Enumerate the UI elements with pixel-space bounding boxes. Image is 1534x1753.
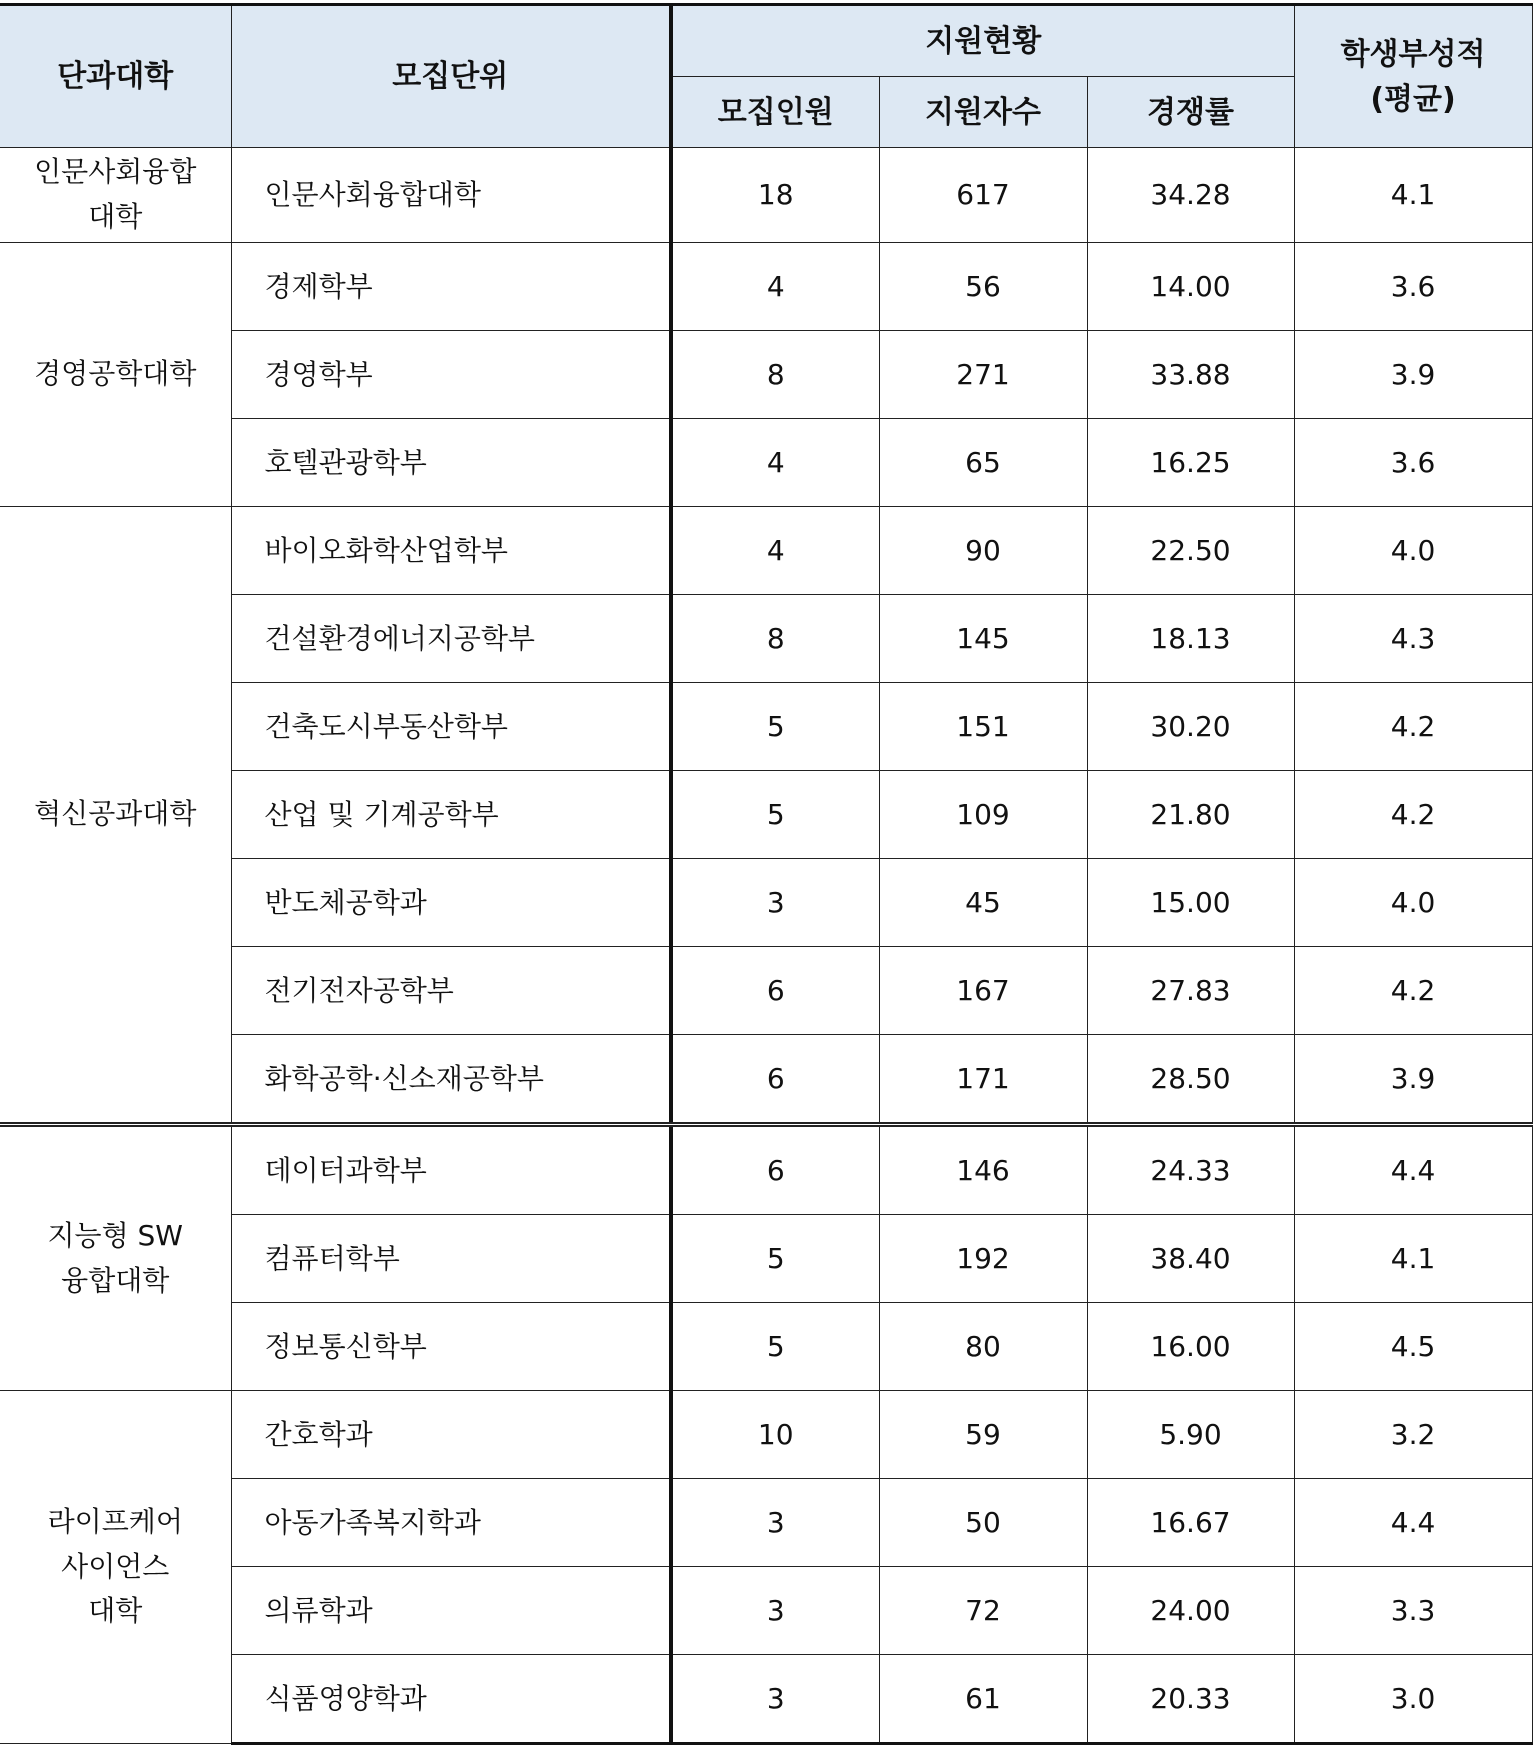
quota-cell: 4 (671, 243, 879, 331)
quota-cell: 3 (671, 1655, 879, 1744)
quota-cell: 5 (671, 1303, 879, 1391)
ratio-cell: 16.00 (1087, 1303, 1294, 1391)
quota-cell: 10 (671, 1391, 879, 1479)
grade-cell: 4.1 (1294, 1215, 1532, 1303)
applicants-cell: 50 (879, 1479, 1087, 1567)
unit-cell: 건축도시부동산학부 (231, 683, 671, 771)
ratio-cell: 33.88 (1087, 331, 1294, 419)
applicants-cell: 72 (879, 1567, 1087, 1655)
admission-table (0, 3, 1533, 1745)
unit-cell: 아동가족복지학과 (231, 1479, 671, 1567)
quota-cell: 6 (671, 1125, 879, 1215)
college-name-line: 융합대학 (61, 1263, 170, 1297)
applicants-cell: 56 (879, 243, 1087, 331)
applicants-cell: 90 (879, 507, 1087, 595)
grade-cell: 4.3 (1294, 595, 1532, 683)
header-grade (1294, 5, 1532, 148)
college-cell (0, 1391, 231, 1744)
grade-cell: 4.4 (1294, 1479, 1532, 1567)
quota-cell: 4 (671, 419, 879, 507)
quota-cell: 3 (671, 859, 879, 947)
ratio-cell: 18.13 (1087, 595, 1294, 683)
ratio-cell: 16.67 (1087, 1479, 1294, 1567)
table-row (0, 1391, 1532, 1479)
applicants-cell: 45 (879, 859, 1087, 947)
unit-cell: 의류학과 (231, 1567, 671, 1655)
college-cell (0, 148, 231, 243)
grade-cell: 4.2 (1294, 683, 1532, 771)
ratio-cell: 24.33 (1087, 1125, 1294, 1215)
grade-cell: 3.6 (1294, 243, 1532, 331)
unit-cell: 반도체공학과 (231, 859, 671, 947)
applicants-cell: 271 (879, 331, 1087, 419)
grade-cell: 4.5 (1294, 1303, 1532, 1391)
applicants-cell: 109 (879, 771, 1087, 859)
ratio-cell: 16.25 (1087, 419, 1294, 507)
header-grade-line2: (평균) (1370, 81, 1456, 117)
quota-cell: 18 (671, 148, 879, 243)
applicants-cell: 59 (879, 1391, 1087, 1479)
grade-cell: 3.0 (1294, 1655, 1532, 1744)
college-name-line: 경영공학대학 (34, 357, 197, 391)
table-row (0, 148, 1532, 243)
table-row (0, 243, 1532, 331)
applicants-cell: 167 (879, 947, 1087, 1035)
header-applicants: 지원자수 (879, 77, 1087, 148)
quota-cell: 6 (671, 1035, 879, 1125)
applicants-cell: 617 (879, 148, 1087, 243)
grade-cell: 3.2 (1294, 1391, 1532, 1479)
college-name-line: 혁신공과대학 (34, 797, 197, 831)
quota-cell: 8 (671, 331, 879, 419)
applicants-cell: 151 (879, 683, 1087, 771)
grade-cell: 3.9 (1294, 331, 1532, 419)
applicants-cell: 145 (879, 595, 1087, 683)
table-header (0, 5, 1532, 148)
unit-cell: 호텔관광학부 (231, 419, 671, 507)
college-cell (0, 1125, 231, 1391)
applicants-cell: 171 (879, 1035, 1087, 1125)
unit-cell: 건설환경에너지공학부 (231, 595, 671, 683)
quota-cell: 5 (671, 771, 879, 859)
header-college: 단과대학 (0, 5, 231, 148)
college-name-line: 인문사회융합 (34, 155, 197, 189)
quota-cell: 3 (671, 1479, 879, 1567)
ratio-cell: 5.90 (1087, 1391, 1294, 1479)
table-row (0, 1125, 1532, 1215)
unit-cell: 인문사회융합대학 (231, 148, 671, 243)
ratio-cell: 30.20 (1087, 683, 1294, 771)
header-grade-line1: 학생부성적 (1340, 36, 1486, 72)
ratio-cell: 34.28 (1087, 148, 1294, 243)
college-name-line: 대학 (88, 200, 143, 233)
grade-cell: 3.9 (1294, 1035, 1532, 1125)
unit-cell: 경제학부 (231, 243, 671, 331)
applicants-cell: 65 (879, 419, 1087, 507)
header-status-group: 지원현황 (671, 5, 1294, 77)
grade-cell: 4.2 (1294, 771, 1532, 859)
quota-cell: 4 (671, 507, 879, 595)
unit-cell: 전기전자공학부 (231, 947, 671, 1035)
college-name-line: 사이언스 (61, 1549, 170, 1583)
quota-cell: 8 (671, 595, 879, 683)
ratio-cell: 22.50 (1087, 507, 1294, 595)
unit-cell: 식품영양학과 (231, 1655, 671, 1744)
header-ratio: 경쟁률 (1087, 77, 1294, 148)
quota-cell: 3 (671, 1567, 879, 1655)
applicants-cell: 146 (879, 1125, 1087, 1215)
unit-cell: 간호학과 (231, 1391, 671, 1479)
college-name-line: 지능형 SW (47, 1218, 183, 1252)
grade-cell: 4.1 (1294, 148, 1532, 243)
unit-cell: 데이터과학부 (231, 1125, 671, 1215)
grade-cell: 4.0 (1294, 507, 1532, 595)
college-name-line: 대학 (88, 1594, 143, 1628)
header-quota: 모집인원 (671, 77, 879, 148)
table-body (0, 148, 1532, 1744)
applicants-cell: 192 (879, 1215, 1087, 1303)
quota-cell: 5 (671, 683, 879, 771)
quota-cell: 5 (671, 1215, 879, 1303)
unit-cell: 컴퓨터학부 (231, 1215, 671, 1303)
table-row (0, 507, 1532, 595)
grade-cell: 4.2 (1294, 947, 1532, 1035)
unit-cell: 화학공학·신소재공학부 (231, 1035, 671, 1125)
ratio-cell: 21.80 (1087, 771, 1294, 859)
college-cell (0, 243, 231, 507)
ratio-cell: 20.33 (1087, 1655, 1294, 1744)
quota-cell: 6 (671, 947, 879, 1035)
ratio-cell: 14.00 (1087, 243, 1294, 331)
unit-cell: 바이오화학산업학부 (231, 507, 671, 595)
college-name-line: 라이프케어 (47, 1504, 183, 1538)
grade-cell: 4.4 (1294, 1125, 1532, 1215)
unit-cell: 정보통신학부 (231, 1303, 671, 1391)
ratio-cell: 24.00 (1087, 1567, 1294, 1655)
applicants-cell: 80 (879, 1303, 1087, 1391)
unit-cell: 경영학부 (231, 331, 671, 419)
grade-cell: 3.6 (1294, 419, 1532, 507)
grade-cell: 4.0 (1294, 859, 1532, 947)
ratio-cell: 27.83 (1087, 947, 1294, 1035)
applicants-cell: 61 (879, 1655, 1087, 1744)
header-unit: 모집단위 (231, 5, 671, 148)
ratio-cell: 38.40 (1087, 1215, 1294, 1303)
ratio-cell: 15.00 (1087, 859, 1294, 947)
grade-cell: 3.3 (1294, 1567, 1532, 1655)
college-cell (0, 507, 231, 1125)
unit-cell: 산업 및 기계공학부 (231, 771, 671, 859)
ratio-cell: 28.50 (1087, 1035, 1294, 1125)
